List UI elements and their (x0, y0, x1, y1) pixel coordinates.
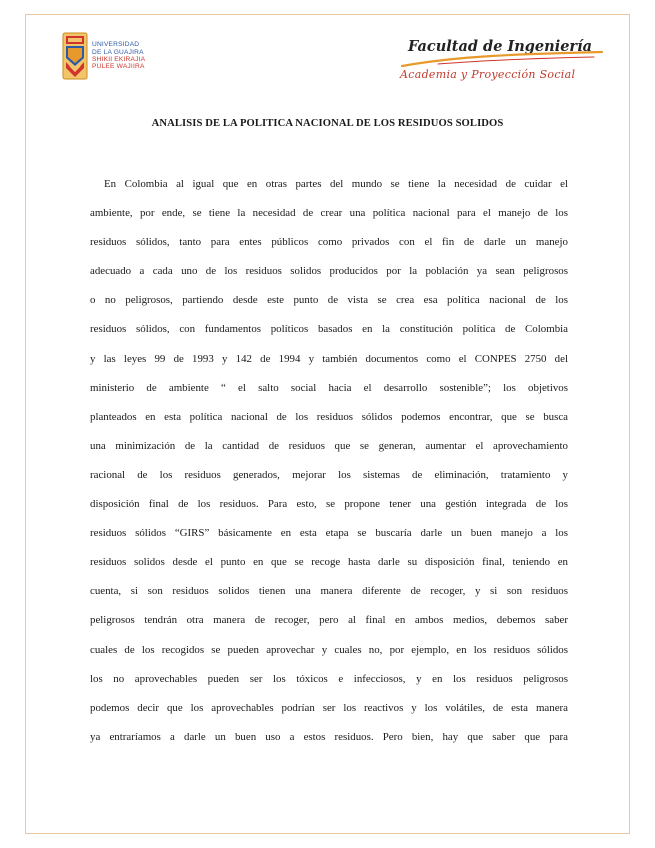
body-line: podemos decir que los aprovechables podrían ser los reactivos y los volátiles, de esta manera (90, 701, 568, 714)
body-line: residuos sólidos, con fundamentos políticos basados en la constitución política de Colombia (90, 323, 568, 336)
body-line: racional de los residuos generados, mejorar los sistemas de eliminación, tratamiento y (90, 468, 568, 481)
faculty-logo (398, 38, 606, 94)
body-line: cuales de los recogidos se pueden aprovechar y cuales no, por ejemplo, en los residuos sólidos (90, 643, 568, 656)
body-line: y las leyes 99 de 1993 y 142 de 1994 y también documentos como el CONPES 2750 del (90, 352, 568, 365)
body-line: residuos sólidos “GIRS” básicamente en esta etapa se buscaría darle un buen manejo a los (90, 527, 568, 540)
body-line: peligrosos tendrán otra manera de recoger, pero al final en ambos medios, debemos saber (90, 614, 568, 627)
body-line: ya entraríamos a darle un buen uso a estos residuos. Pero bien, hay que saber que para (90, 730, 568, 743)
body-line: ambiente, por ende, se tiene la necesidad de crear una política nacional para el manejo de los (90, 207, 568, 220)
body-line: o no peligrosos, partiendo desde este punto de vista se crea esa política nacional de los (90, 294, 568, 307)
body-paragraph (90, 170, 568, 752)
body-line: cuenta, si son residuos solidos tienen una manera diferente de recoger, y si son residuos (90, 585, 568, 598)
body-line: residuos sólidos, tanto para entes públicos como privados con el fin de darle un manejo (90, 236, 568, 249)
university-name-line1: UNIVERSIDAD (92, 41, 140, 49)
university-name-line2: DE LA GUAJIRA (92, 48, 144, 56)
body-line: En Colombia al igual que en otras partes del mundo se tiene la necesidad de cuidar el (104, 178, 568, 190)
university-logo (62, 32, 145, 80)
body-line: una minimización de la cantidad de residuos que se generan, aumentar el aprovechamiento (90, 439, 568, 452)
university-name-line4: PULEE WAJIIRA (92, 63, 145, 71)
faculty-subtitle: Academia y Proyección Social (400, 68, 576, 81)
body-line: disposición final de los residuos. Para esto, se propone tener una gestión integrada de los (90, 498, 568, 511)
university-name-line3: SHIKII EKIRAJIA (92, 56, 146, 63)
document-title: ANALISIS DE LA POLITICA NACIONAL DE LOS RESIDUOS SOLIDOS (151, 118, 504, 129)
body-line: ministerio de ambiente “ el salto social hacia el desarrollo sostenible”; los objetivos (90, 381, 568, 394)
body-line: los no aprovechables pueden ser los tóxicos e infecciosos, y en los residuos peligrosos (90, 672, 568, 685)
body-line: residuos solidos desde el punto en que se recoge hasta darle su disposición final, teniendo en (90, 556, 568, 569)
university-shield-icon (62, 32, 88, 80)
body-line: adecuado a cada uno de los residuos solidos producidos por la población ya sean peligrosos (90, 265, 568, 278)
body-line: planteados en esta política nacional de los residuos sólidos podemos encontrar, que se busca (90, 410, 568, 423)
faculty-title: Facultad de Ingeniería (408, 38, 592, 55)
